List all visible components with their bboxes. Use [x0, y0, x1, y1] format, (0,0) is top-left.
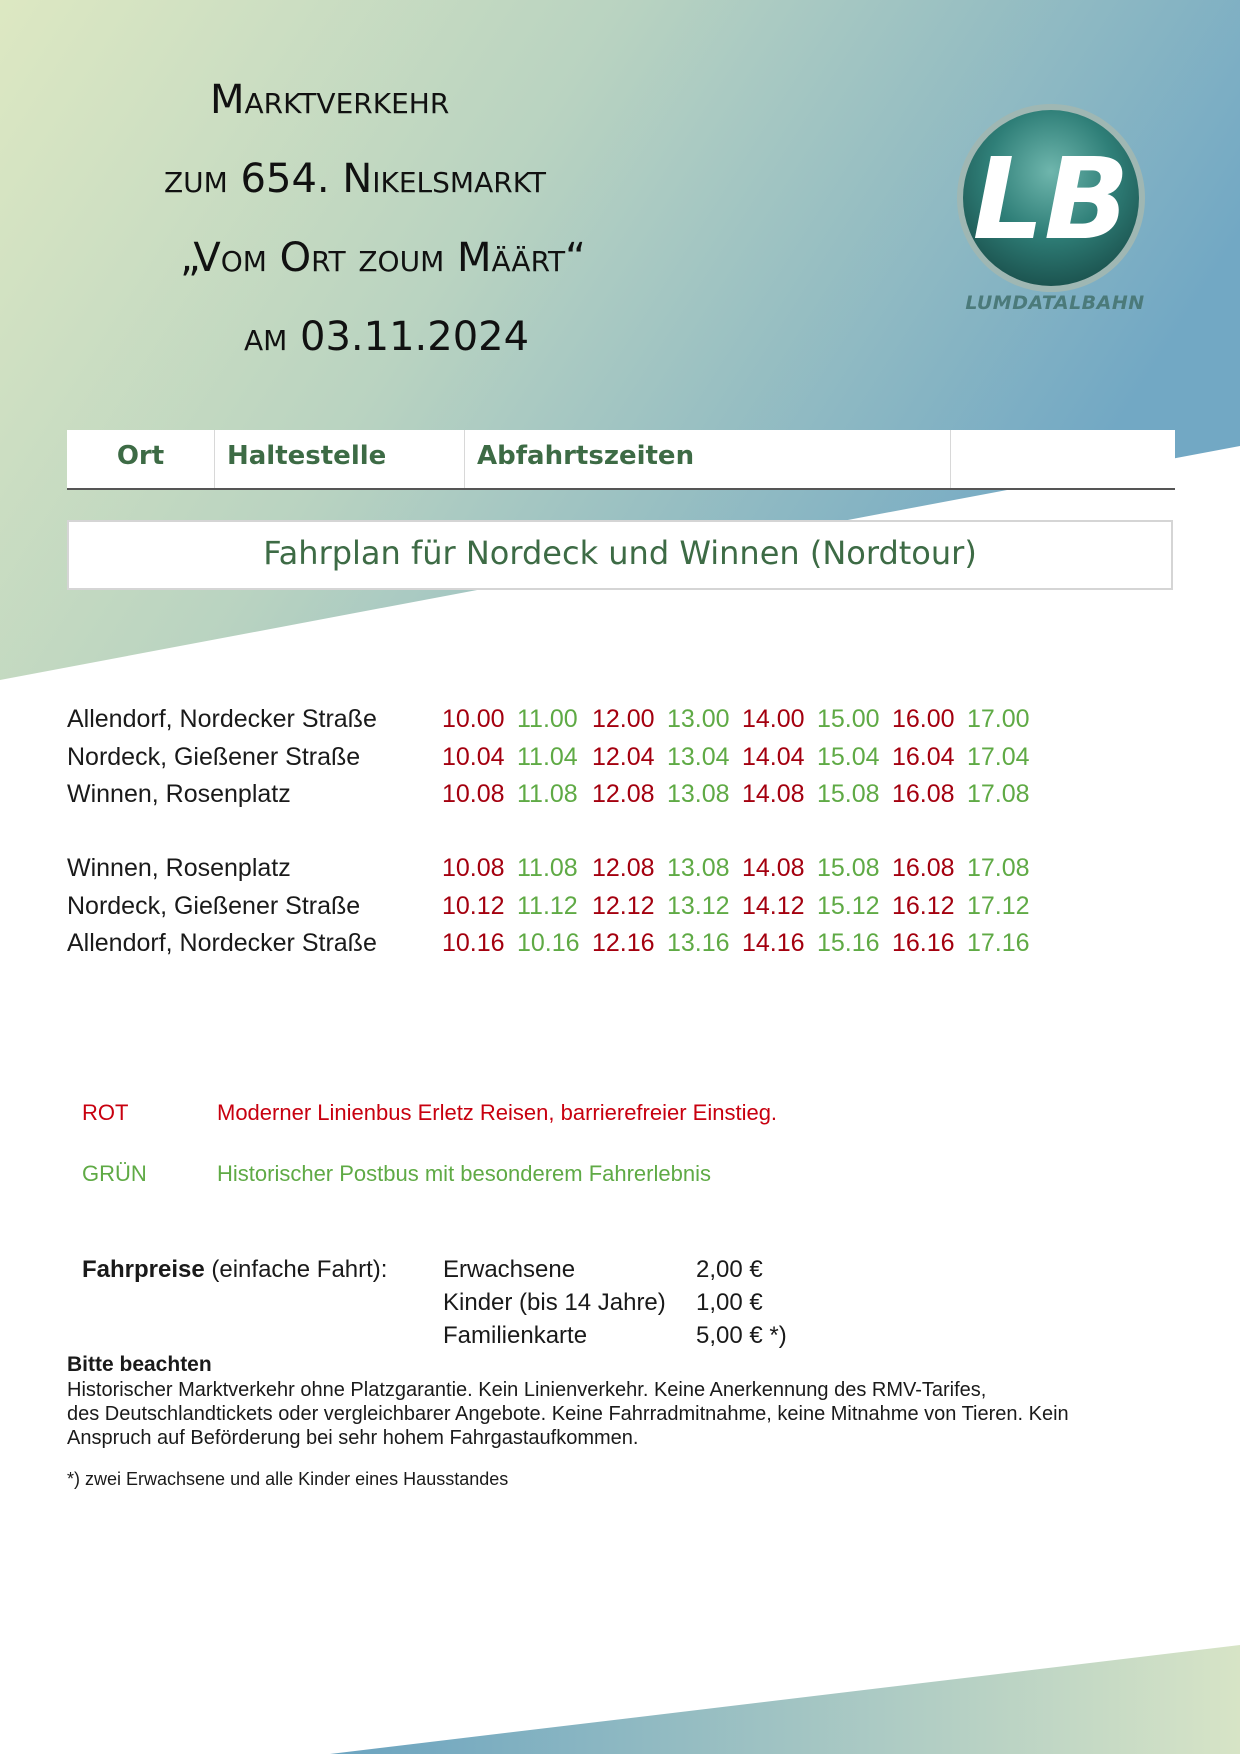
notes — [67, 1353, 1177, 1450]
legend-red-text: Moderner Linienbus Erletz Reisen, barrierefreier Einstieg. — [217, 1100, 778, 1125]
schedule-return — [67, 850, 1167, 963]
price-row — [82, 1319, 787, 1352]
price-value: 5,00 € *) — [696, 1322, 787, 1349]
departure-time: 17.08 — [967, 780, 1030, 809]
schedule-row — [67, 776, 1167, 814]
legend-green-text: Historischer Postbus mit besonderem Fahrerlebnis — [217, 1161, 711, 1186]
departure-time: 16.12 — [892, 891, 955, 920]
departure-time: 17.04 — [967, 742, 1030, 771]
lumdatalbahn-logo — [955, 100, 1155, 330]
departure-time: 10.00 — [442, 705, 505, 734]
legend-green — [82, 1161, 882, 1187]
title-line-3: „Vom Ort zoum Määrt“ — [180, 235, 586, 281]
page-title — [120, 77, 680, 396]
title-line-4: am 03.11.2024 — [244, 314, 530, 360]
departure-time: 11.08 — [517, 854, 578, 883]
price-name: Familienkarte — [443, 1322, 588, 1349]
price-value: 1,00 € — [696, 1289, 763, 1316]
stop-name: Allendorf, Nordecker Straße — [67, 929, 377, 958]
departure-time: 12.08 — [592, 780, 655, 809]
departure-time: 15.00 — [817, 705, 880, 734]
departure-time: 16.08 — [892, 780, 955, 809]
stop-name: Winnen, Rosenplatz — [67, 854, 291, 883]
departure-time: 17.00 — [967, 705, 1030, 734]
departure-time: 16.00 — [892, 705, 955, 734]
stop-name: Winnen, Rosenplatz — [67, 780, 291, 809]
departure-time: 14.00 — [742, 705, 805, 734]
price-row — [82, 1286, 787, 1319]
departure-time: 13.04 — [667, 742, 730, 771]
notes-line: Historischer Marktverkehr ohne Platzgarantie. Kein Linienverkehr. Keine Anerkennung des RMV-Tarifes, — [67, 1379, 987, 1401]
prices-label — [82, 1253, 443, 1286]
prices-label-bold: Fahrpreise — [82, 1256, 205, 1283]
schedule-row — [67, 850, 1167, 888]
departure-time: 10.08 — [442, 780, 505, 809]
departure-time: 15.04 — [817, 742, 880, 771]
departure-time: 14.16 — [742, 929, 805, 958]
schedule-row — [67, 739, 1167, 777]
title-line-2: zum 654. Nikelsmarkt — [164, 156, 546, 202]
price-row — [82, 1253, 787, 1286]
price-name: Kinder (bis 14 Jahre) — [443, 1289, 666, 1316]
schedule-subtitle: Fahrplan für Nordeck und Winnen (Nordtour) — [67, 520, 1173, 590]
departure-time: 17.08 — [967, 854, 1030, 883]
departure-time: 16.04 — [892, 742, 955, 771]
departure-time: 11.08 — [517, 780, 578, 809]
departure-time: 14.08 — [742, 854, 805, 883]
departure-time: 15.08 — [817, 780, 880, 809]
notes-line: Anspruch auf Beförderung bei sehr hohem Fahrgastaufkommen. — [67, 1427, 639, 1449]
header-ort: Ort — [67, 430, 215, 488]
departure-time: 12.08 — [592, 854, 655, 883]
notes-heading: Bitte beachten — [67, 1353, 212, 1376]
departure-time: 17.12 — [967, 891, 1030, 920]
logo-monogram: LB — [972, 135, 1130, 265]
departure-time: 16.08 — [892, 854, 955, 883]
legend-red-label: ROT — [82, 1100, 129, 1125]
departure-time: 17.16 — [967, 929, 1030, 958]
header-empty — [951, 430, 1175, 488]
departure-time: 11.04 — [517, 742, 578, 771]
stop-name: Nordeck, Gießener Straße — [67, 742, 361, 771]
header-abfahrtszeiten: Abfahrtszeiten — [465, 430, 951, 488]
stop-name: Nordeck, Gießener Straße — [67, 891, 361, 920]
prices-label-rest: (einfache Fahrt): — [204, 1256, 388, 1283]
schedule-row — [67, 701, 1167, 739]
logo-circle-icon — [955, 100, 1155, 295]
schedule-outbound — [67, 701, 1167, 814]
departure-time: 15.08 — [817, 854, 880, 883]
price-value: 2,00 € — [696, 1256, 763, 1283]
departure-time: 13.16 — [667, 929, 730, 958]
departure-time: 12.12 — [592, 891, 655, 920]
departure-time: 10.16 — [517, 929, 580, 958]
departure-time: 14.08 — [742, 780, 805, 809]
departure-time: 11.00 — [517, 705, 578, 734]
legend-green-label: GRÜN — [82, 1161, 147, 1186]
fare-prices — [82, 1253, 787, 1352]
departure-time: 15.12 — [817, 891, 880, 920]
departure-time: 14.04 — [742, 742, 805, 771]
departure-time: 15.16 — [817, 929, 880, 958]
departure-time: 11.12 — [517, 891, 578, 920]
legend-red — [82, 1100, 882, 1126]
table-header — [67, 430, 1175, 490]
departure-time: 14.12 — [742, 891, 805, 920]
departure-time: 13.08 — [667, 854, 730, 883]
title-line-1: Marktverkehr — [210, 77, 450, 123]
departure-time: 16.16 — [892, 929, 955, 958]
departure-time: 12.04 — [592, 742, 655, 771]
departure-time: 13.08 — [667, 780, 730, 809]
departure-time: 10.16 — [442, 929, 505, 958]
departure-time: 10.12 — [442, 891, 505, 920]
departure-time: 10.08 — [442, 854, 505, 883]
departure-time: 12.16 — [592, 929, 655, 958]
departure-time: 13.00 — [667, 705, 730, 734]
schedule-row — [67, 925, 1167, 963]
departure-time: 13.12 — [667, 891, 730, 920]
price-name: Erwachsene — [443, 1256, 576, 1283]
footnote: *) zwei Erwachsene und alle Kinder eines Hausstandes — [67, 1469, 509, 1489]
schedule-row — [67, 888, 1167, 926]
logo-text: LUMDATALBAHN — [965, 292, 1145, 314]
departure-time: 12.00 — [592, 705, 655, 734]
departure-time: 10.04 — [442, 742, 505, 771]
stop-name: Allendorf, Nordecker Straße — [67, 705, 377, 734]
notes-line: des Deutschlandtickets oder vergleichbarer Angebote. Keine Fahrradmitnahme, keine Mitnahme von Tieren. Kein — [67, 1403, 1069, 1425]
header-haltestelle: Haltestelle — [215, 430, 465, 488]
